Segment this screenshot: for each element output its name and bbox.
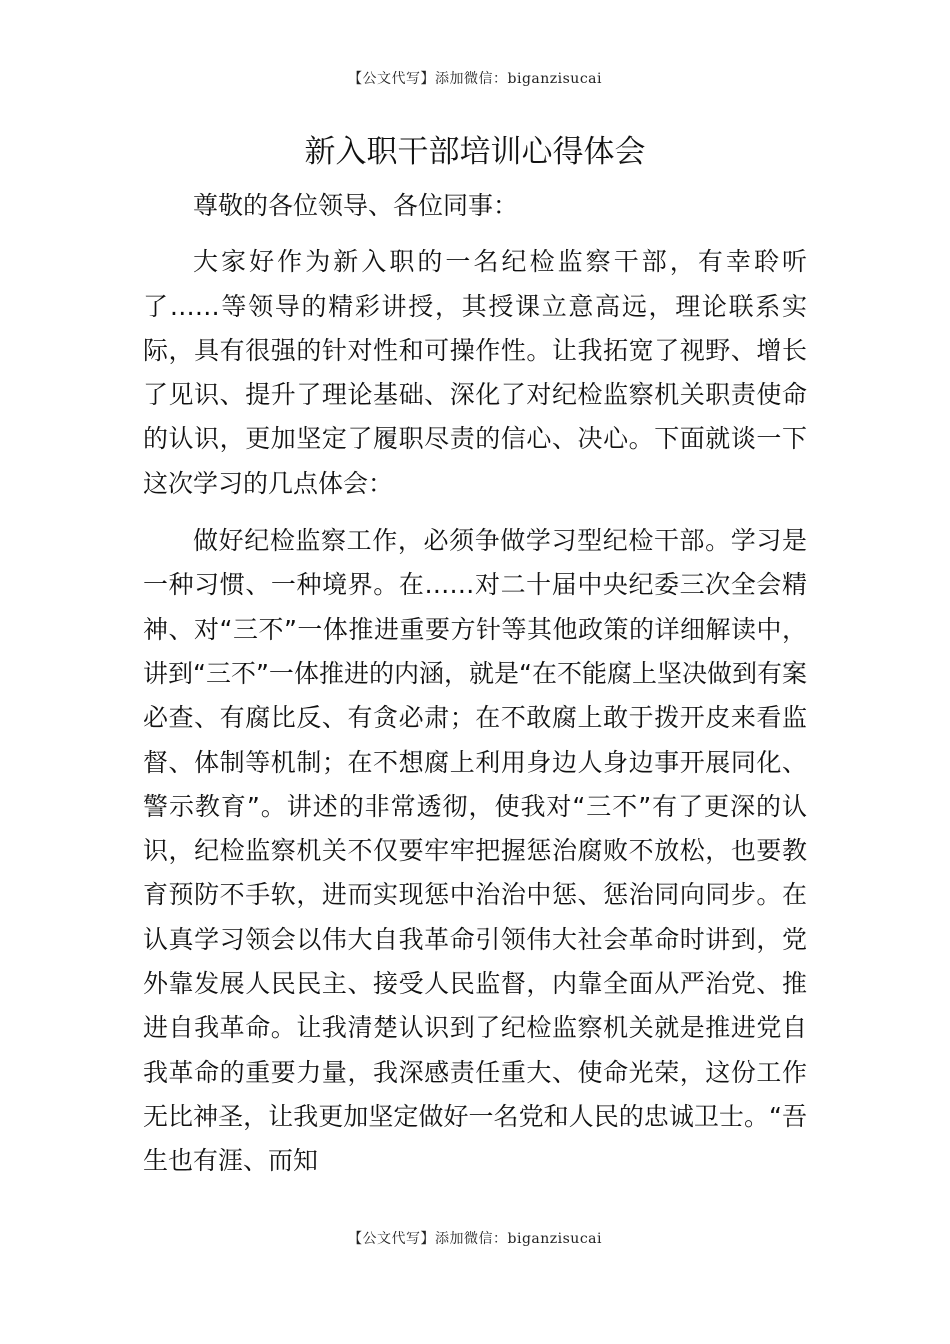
header-watermark-note: 【公文代写】添加微信：biganzisucai bbox=[348, 71, 602, 87]
greeting-line: 尊敬的各位领导、各位同事： bbox=[193, 191, 519, 220]
body-paragraph: 大家好作为新入职的一名纪检监察干部，有幸聆听了……等领导的精彩讲授，其授课立意高远，理论联系实际，具有很强的针对性和可操作性。让我拓宽了视野、增长了见识、提升了理论基础、深化了对纪检监察机关职责使命的认识，更加坚定了履职尽责的信心、决心。下面就谈一下这次学习的几点体会： bbox=[143, 247, 807, 498]
footer-watermark-note: 【公文代写】添加微信：biganzisucai bbox=[348, 1231, 602, 1247]
document-title: 新入职干部培训心得体会 bbox=[304, 134, 646, 170]
body-paragraph: 做好纪检监察工作，必须争做学习型纪检干部。学习是一种习惯、一种境界。在……对二十届中央纪委三次全会精神、对“三不”一体推进重要方针等其他政策的详细解读中，讲到“三不”一体推进的内涵，就是“在不能腐上坚决做到有案必查、有腐比反、有贪必肃；在不敢腐上敢于拨开皮来看监督、体制等机制；在不想腐上利用身边人身边事开展同化、警示教育”。讲述的非常透彻，使我对“三不”有了更深的认识，纪检监察机关不仅要牢牢把握惩治腐败不放松，也要教育预防不手软，进而实现惩中治治中惩、惩治同向同步。在认真学习领会以伟大自我革命引领伟大社会革命时讲到，党外靠发展人民民主、接受人民监督，内靠全面从严治党、推进自我革命。让我清楚认识到了纪检监察机关就是推进党自我革命的重要力量，我深感责任重大、使命光荣，这份工作无比神圣，让我更加坚定做好一名党和人民的忠诚卫士。“吾生也有涯、而知 bbox=[143, 526, 807, 1176]
document-body bbox=[143, 184, 807, 1197]
